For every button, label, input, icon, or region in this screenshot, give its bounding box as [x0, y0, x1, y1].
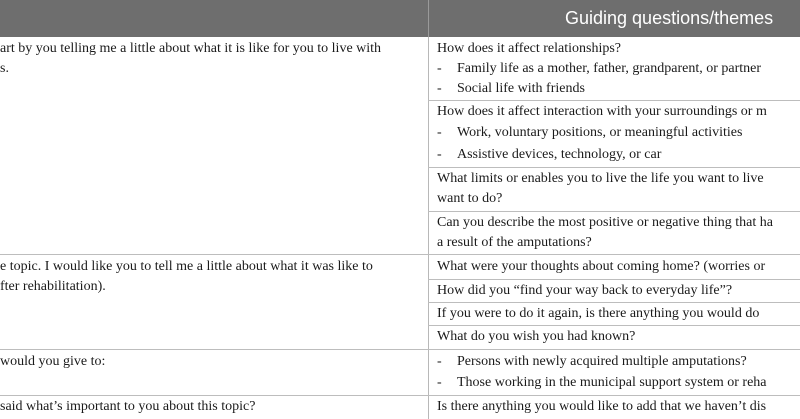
row-divider: [0, 254, 800, 255]
row1-q2-bullet2: Assistive devices, technology, or car: [457, 147, 662, 162]
row3-left-line1: would you give to:: [0, 354, 106, 369]
row2-left-line2: fter rehabilitation).: [0, 279, 106, 294]
bullet-dash: -: [437, 81, 442, 96]
column-divider: [428, 37, 429, 419]
row1-q2-bullet1: Work, voluntary positions, or meaningful activities: [457, 125, 743, 140]
row-divider: [428, 167, 800, 168]
row2-q2: How did you “find your way back to everyday life”?: [437, 283, 733, 298]
row-divider: [428, 100, 800, 101]
row3-bullet2: Those working in the municipal support system or reha: [457, 375, 767, 390]
row1-q4-line1: Can you describe the most positive or negative thing that ha: [437, 215, 773, 230]
header-divider: [428, 0, 429, 37]
row-divider: [0, 395, 800, 396]
bullet-dash: -: [437, 147, 442, 162]
row1-q2: How does it affect interaction with your surroundings or m: [437, 104, 767, 119]
row2-left-line1: e topic. I would like you to tell me a little about what it was like to: [0, 259, 373, 274]
row-divider: [428, 279, 800, 280]
header-guiding-questions: Guiding questions/themes: [565, 8, 774, 28]
bullet-dash: -: [437, 125, 442, 140]
row1-q1: How does it affect relationships?: [437, 41, 622, 56]
row1-q3-line2: want to do?: [437, 191, 503, 206]
row4-q1: Is there anything you would like to add that we haven’t dis: [437, 399, 767, 414]
row3-bullet1: Persons with newly acquired multiple amputations?: [457, 354, 747, 369]
row-divider: [0, 349, 800, 350]
bullet-dash: -: [437, 354, 442, 369]
bullet-dash: -: [437, 375, 442, 390]
row-divider: [428, 211, 800, 212]
table-header: [0, 0, 800, 37]
row1-q3-line1: What limits or enables you to live the life you want to live: [437, 171, 764, 186]
row4-left-line1: said what’s important to you about this topic?: [0, 399, 256, 414]
row1-q4-line2: a result of the amputations?: [437, 235, 592, 250]
row1-left-line1: art by you telling me a little about what it is like for you to live with: [0, 41, 382, 56]
row1-left-line2: s.: [0, 61, 9, 76]
bullet-dash: -: [437, 61, 442, 76]
row2-q3: If you were to do it again, is there anything you would do: [437, 306, 760, 321]
row-divider: [428, 302, 800, 303]
row1-q1-bullet2: Social life with friends: [457, 81, 585, 96]
row2-q1: What were your thoughts about coming home? (worries or: [437, 259, 766, 274]
row2-q4: What do you wish you had known?: [437, 329, 636, 344]
row1-q1-bullet1: Family life as a mother, father, grandparent, or partner: [457, 61, 762, 76]
row-divider: [428, 325, 800, 326]
